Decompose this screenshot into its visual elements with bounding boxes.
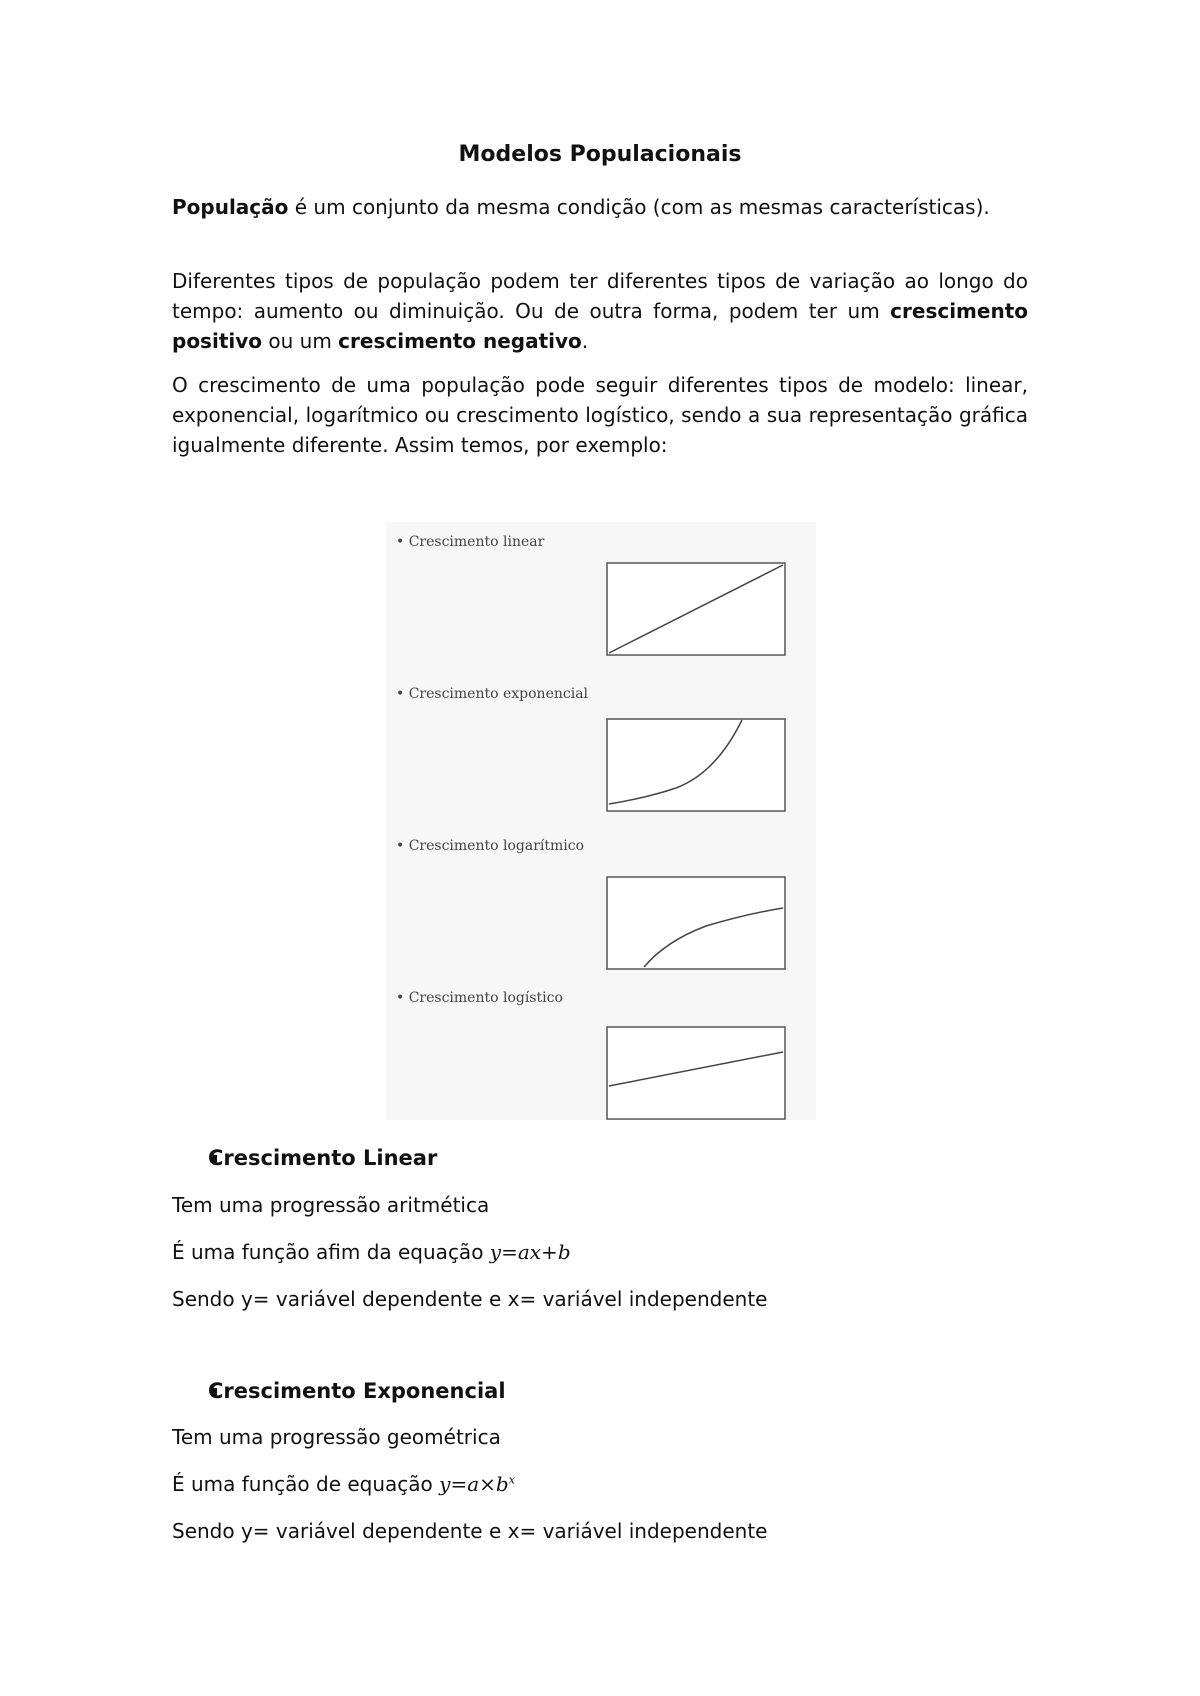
heading-exponential-growth: Crescimento Exponencial	[208, 1379, 506, 1403]
logarithmic-growth-graph	[606, 876, 786, 970]
exponential-equation-line	[172, 1472, 515, 1496]
heading-linear-growth: Crescimento Linear	[208, 1146, 438, 1170]
connector-text: ou um	[262, 329, 339, 353]
paragraph-growth-models: O crescimento de uma população pode seguir diferentes tipos de modelo: linear, exponencial, logarítmico ou crescimento logístico, sendo a sua representação gráfica igualmente diferente. Assim temos, por exemplo:	[172, 373, 1028, 457]
term-population: População	[172, 195, 289, 219]
definition-text: é um conjunto da mesma condição (com as mesmas características).	[288, 195, 990, 219]
paragraph-population-definition	[172, 192, 1028, 222]
linear-equation: y=ax+b	[489, 1240, 571, 1264]
term-positive-growth: crescimento positivo	[172, 299, 1028, 353]
logistic-growth-graph	[606, 1026, 786, 1120]
linear-progression-text: Tem uma progressão aritmética	[172, 1193, 490, 1217]
linear-variables-text: Sendo y= variável dependente e x= variável independente	[172, 1287, 768, 1311]
exponential-equation-prefix: É uma função de equação	[172, 1472, 440, 1496]
paragraph-variation	[172, 266, 1028, 356]
page-title: Modelos Populacionais	[458, 142, 742, 167]
figure-label-exponential: • Crescimento exponencial	[396, 686, 589, 702]
linear-equation-line	[172, 1240, 571, 1264]
variation-text: Diferentes tipos de população podem ter diferentes tipos de variação ao longo do tempo: aumento ou diminuição. Ou de outra forma, podem ter um	[172, 269, 1028, 323]
figure-label-linear: • Crescimento linear	[396, 534, 545, 550]
exponential-progression-text: Tem uma progressão geométrica	[172, 1425, 501, 1449]
term-negative-growth: crescimento negativo	[338, 329, 582, 353]
exponential-equation	[439, 1472, 515, 1496]
period: .	[581, 329, 589, 353]
linear-growth-graph	[606, 562, 786, 656]
exponential-growth-graph	[606, 718, 786, 812]
figure-label-logistic: • Crescimento logístico	[396, 990, 563, 1006]
exponential-equation-exponent: x	[508, 1473, 515, 1487]
linear-equation-prefix: É uma função afim da equação	[172, 1240, 490, 1264]
exponential-variables-text: Sendo y= variável dependente e x= variável independente	[172, 1519, 768, 1543]
figure-label-logarithmic: • Crescimento logarítmico	[396, 838, 585, 854]
growth-models-figure	[386, 522, 816, 1120]
exponential-equation-base: y=a×b	[439, 1472, 509, 1496]
